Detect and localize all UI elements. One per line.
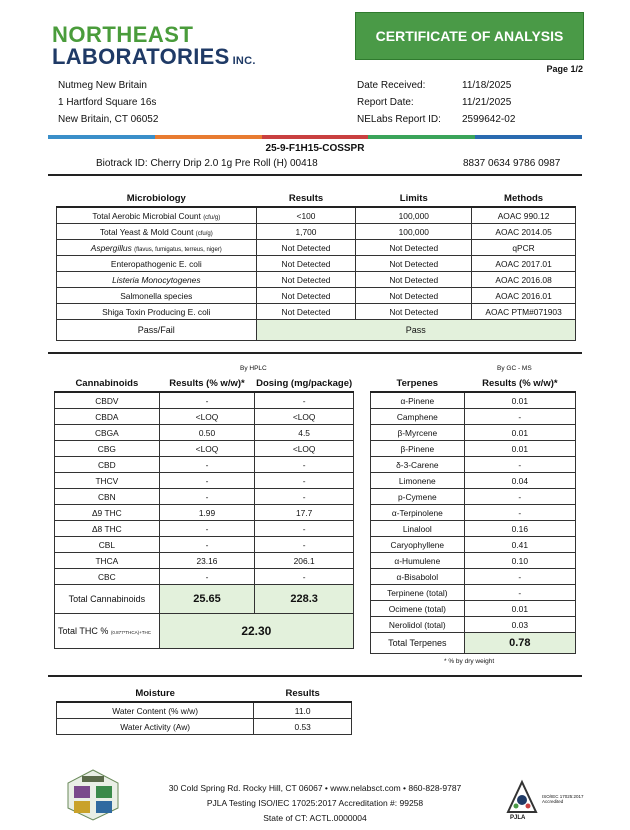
client-name: Nutmeg New Britain xyxy=(58,80,147,91)
cannabinoid-result: - xyxy=(159,569,255,585)
table-row xyxy=(371,569,576,585)
table-row xyxy=(371,489,576,505)
terpenes-table xyxy=(370,375,576,654)
total-terpenes-label: Total Terpenes xyxy=(371,633,465,654)
table-row xyxy=(55,489,354,505)
footer-accreditation: PJLA Testing ISO/IEC 17025:2017 Accreditation #: 99258 xyxy=(206,798,424,808)
passfail-value: Pass xyxy=(256,320,575,341)
terpene-name: α-Humulene xyxy=(371,553,465,569)
logo-inc: INC. xyxy=(232,55,256,67)
cannabinoid-result: - xyxy=(159,489,255,505)
cannabinoid-name: Δ8 THC xyxy=(55,521,160,537)
cannabinoid-result: <LOQ xyxy=(159,409,255,425)
cannabinoid-dosing: - xyxy=(255,537,354,553)
terpene-result: 0.01 xyxy=(464,425,575,441)
table-row xyxy=(55,392,354,409)
cannabinoid-result: - xyxy=(159,473,255,489)
table-row xyxy=(371,617,576,633)
report-id-label: NELabs Report ID: xyxy=(357,114,441,125)
test-result: Not Detected xyxy=(256,304,356,320)
results-header: Results xyxy=(256,191,356,207)
table-row xyxy=(55,457,354,473)
logo-laboratories-text: LABORATORIES xyxy=(52,44,230,69)
table-row xyxy=(57,719,352,735)
divider xyxy=(48,352,582,354)
test-result: Not Detected xyxy=(256,272,356,288)
terpene-result: - xyxy=(464,489,575,505)
test-method: AOAC 2014.05 xyxy=(472,224,576,240)
cannabinoid-dosing: - xyxy=(255,392,354,409)
cannabinoid-result: <LOQ xyxy=(159,441,255,457)
moisture-results-header: Results xyxy=(254,686,352,702)
cannabinoid-result: 23.16 xyxy=(159,553,255,569)
moisture-result: 11.0 xyxy=(254,702,352,719)
table-row xyxy=(371,553,576,569)
test-limit: Not Detected xyxy=(356,272,472,288)
terpene-name: Terpinene (total) xyxy=(371,585,465,601)
cannabinoid-name: CBDA xyxy=(55,409,160,425)
total-terpenes-value: 0.78 xyxy=(464,633,575,654)
table-row xyxy=(371,409,576,425)
table-row xyxy=(57,304,576,320)
terpene-name: Linalool xyxy=(371,521,465,537)
client-city: New Britain, CT 06052 xyxy=(58,114,159,125)
terpene-name: α-Bisabolol xyxy=(371,569,465,585)
stripe-segment xyxy=(48,135,155,139)
methods-header: Methods xyxy=(472,191,576,207)
table-row xyxy=(57,224,576,240)
report-date-value: 11/21/2025 xyxy=(462,97,512,108)
total-thc-value: 22.30 xyxy=(159,614,353,649)
microbiology-header-row xyxy=(57,191,576,207)
footer-contact: 30 Cold Spring Rd. Rocky Hill, CT 06067 • www.nelabsct.com • 860-828-9787 xyxy=(168,783,462,793)
terpene-name: β-Pinene xyxy=(371,441,465,457)
table-row xyxy=(55,521,354,537)
cannabinoid-dosing: 206.1 xyxy=(255,553,354,569)
cannabinoids-header: Cannabinoids xyxy=(55,375,160,392)
terpene-result: 0.03 xyxy=(464,617,575,633)
pjla-text: PJLA xyxy=(510,815,526,821)
table-row xyxy=(55,569,354,585)
terpene-result: 0.04 xyxy=(464,473,575,489)
table-row xyxy=(55,425,354,441)
cannabinoid-name: CBG xyxy=(55,441,160,457)
terpenes-header-row xyxy=(371,375,576,392)
cannabinoid-name: CBDV xyxy=(55,392,160,409)
dry-weight-note: * % by dry weight xyxy=(444,658,495,665)
test-name: Total Aerobic Microbial Count (cfu/g) xyxy=(57,207,257,224)
terpene-name: α-Terpinolene xyxy=(371,505,465,521)
test-result: Not Detected xyxy=(256,240,356,256)
table-row xyxy=(55,537,354,553)
terpene-result: 0.01 xyxy=(464,441,575,457)
test-method: AOAC 2016.01 xyxy=(472,288,576,304)
total-cannabinoids-label: Total Cannabinoids xyxy=(55,585,160,614)
table-row xyxy=(55,505,354,521)
test-name: Shiga Toxin Producing E. coli xyxy=(57,304,257,320)
sample-id: 25-9-F1H15-COSSPR xyxy=(265,143,365,154)
test-name: Enteropathogenic E. coli xyxy=(57,256,257,272)
terpene-result: 0.01 xyxy=(464,392,575,409)
moisture-result: 0.53 xyxy=(254,719,352,735)
table-row xyxy=(371,585,576,601)
table-row xyxy=(57,272,576,288)
table-row xyxy=(371,537,576,553)
cannabinoid-result: - xyxy=(159,521,255,537)
table-row xyxy=(57,240,576,256)
terpene-result: 0.16 xyxy=(464,521,575,537)
moisture-name: Water Content (% w/w) xyxy=(57,702,254,719)
cannabinoid-name: CBN xyxy=(55,489,160,505)
gcms-note: By GC - MS xyxy=(497,365,532,372)
table-row xyxy=(57,288,576,304)
terpene-result: 0.41 xyxy=(464,537,575,553)
total-cannabinoids-dosing: 228.3 xyxy=(255,585,354,614)
total-thc-row xyxy=(55,614,354,649)
cannabinoids-table xyxy=(54,375,354,649)
cannabinoid-dosing: - xyxy=(255,489,354,505)
cannabinoid-name: CBD xyxy=(55,457,160,473)
biotrack-id: Biotrack ID: Cherry Drip 2.0 1g Pre Roll (H) 00418 xyxy=(96,158,318,169)
cannabinoid-dosing: 4.5 xyxy=(255,425,354,441)
test-result: <100 xyxy=(256,207,356,224)
table-row xyxy=(371,392,576,409)
limits-header: Limits xyxy=(356,191,472,207)
date-received-value: 11/18/2025 xyxy=(462,80,512,91)
moisture-header: Moisture xyxy=(57,686,254,702)
microbiology-header: Microbiology xyxy=(57,191,257,207)
test-name: Salmonella species xyxy=(57,288,257,304)
moisture-header-row xyxy=(57,686,352,702)
cannabinoid-name: Δ9 THC xyxy=(55,505,160,521)
test-limit: 100,000 xyxy=(356,224,472,240)
passfail-label: Pass/Fail xyxy=(57,320,257,341)
terpene-result: 0.01 xyxy=(464,601,575,617)
terpene-result: - xyxy=(464,409,575,425)
page-number: Page 1/2 xyxy=(546,64,583,74)
table-row xyxy=(57,256,576,272)
terpene-result: - xyxy=(464,505,575,521)
moisture-table xyxy=(56,686,352,735)
cannabinoid-name: CBC xyxy=(55,569,160,585)
terpene-result: 0.10 xyxy=(464,553,575,569)
test-limit: Not Detected xyxy=(356,288,472,304)
cannabinoid-result: 0.50 xyxy=(159,425,255,441)
terpene-results-header: Results (% w/w)* xyxy=(464,375,575,392)
test-result: 1,700 xyxy=(256,224,356,240)
cannabinoid-dosing: <LOQ xyxy=(255,441,354,457)
test-limit: 100,000 xyxy=(356,207,472,224)
total-terpenes-row xyxy=(371,633,576,654)
test-method: AOAC 2016.08 xyxy=(472,272,576,288)
logo-laboratories xyxy=(52,44,256,70)
test-method: qPCR xyxy=(472,240,576,256)
table-row xyxy=(371,457,576,473)
hplc-note: By HPLC xyxy=(240,365,267,372)
footer-state-license: State of CT: ACTL.0000004 xyxy=(263,813,367,823)
total-cannabinoids-result: 25.65 xyxy=(159,585,255,614)
cannabinoid-dosing: <LOQ xyxy=(255,409,354,425)
barcode-number: 8837 0634 9786 0987 xyxy=(463,158,561,169)
cannabinoids-header-row xyxy=(55,375,354,392)
iso-accredited-text: ISO/IEC 17025:2017 Accredited xyxy=(542,794,584,805)
cannabinoid-dosing: - xyxy=(255,473,354,489)
table-row xyxy=(371,425,576,441)
test-limit: Not Detected xyxy=(356,256,472,272)
test-result: Not Detected xyxy=(256,256,356,272)
test-limit: Not Detected xyxy=(356,304,472,320)
terpene-name: p-Cymene xyxy=(371,489,465,505)
date-received-label: Date Received: xyxy=(357,80,426,91)
moisture-name: Water Activity (Aw) xyxy=(57,719,254,735)
cannabinoid-name: CBL xyxy=(55,537,160,553)
table-row xyxy=(55,409,354,425)
client-street: 1 Hartford Square 16s xyxy=(58,97,157,108)
terpene-name: Caryophyllene xyxy=(371,537,465,553)
color-stripe xyxy=(48,135,582,139)
divider xyxy=(48,174,582,176)
table-row xyxy=(55,473,354,489)
stripe-segment xyxy=(262,135,369,139)
table-row xyxy=(55,441,354,457)
report-date-label: Report Date: xyxy=(357,97,414,108)
cannabinoid-name: THCA xyxy=(55,553,160,569)
dosing-header: Dosing (mg/package) xyxy=(255,375,354,392)
cannabinoid-results-header: Results (% w/w)* xyxy=(159,375,255,392)
table-row xyxy=(55,553,354,569)
cannabinoid-name: THCV xyxy=(55,473,160,489)
terpene-name: β-Myrcene xyxy=(371,425,465,441)
cannabinoid-name: CBGA xyxy=(55,425,160,441)
test-limit: Not Detected xyxy=(356,240,472,256)
cannabinoid-dosing: - xyxy=(255,569,354,585)
cannabinoid-dosing: - xyxy=(255,521,354,537)
terpene-name: Camphene xyxy=(371,409,465,425)
table-row xyxy=(57,207,576,224)
certificate-banner: CERTIFICATE OF ANALYSIS xyxy=(355,12,584,60)
report-id-value: 2599642-02 xyxy=(462,114,516,125)
test-name: Total Yeast & Mold Count (cfu/g) xyxy=(57,224,257,240)
test-name: Listeria Monocytogenes xyxy=(57,272,257,288)
stripe-segment xyxy=(475,135,582,139)
table-row xyxy=(371,505,576,521)
table-row xyxy=(57,702,352,719)
cannabinoid-dosing: 17.7 xyxy=(255,505,354,521)
terpene-result: - xyxy=(464,457,575,473)
pjla-logo xyxy=(506,778,586,824)
terpene-name: δ-3-Carene xyxy=(371,457,465,473)
total-cannabinoids-row xyxy=(55,585,354,614)
passfail-row xyxy=(57,320,576,341)
terpenes-header: Terpenes xyxy=(371,375,465,392)
terpene-result: - xyxy=(464,585,575,601)
terpene-name: Nerolidol (total) xyxy=(371,617,465,633)
terpene-name: Limonene xyxy=(371,473,465,489)
cannabinoid-result: - xyxy=(159,537,255,553)
terpene-name: α-Pinene xyxy=(371,392,465,409)
logo-northeast: NORTHEAST xyxy=(52,22,194,47)
total-thc-label: Total THC % (0.877*THCA)+THC xyxy=(55,614,160,649)
cannabinoid-result: - xyxy=(159,392,255,409)
test-method: AOAC 2017.01 xyxy=(472,256,576,272)
table-row xyxy=(371,601,576,617)
test-result: Not Detected xyxy=(256,288,356,304)
test-method: AOAC PTM#071903 xyxy=(472,304,576,320)
cannabinoid-result: 1.99 xyxy=(159,505,255,521)
cannabinoid-result: - xyxy=(159,457,255,473)
table-row xyxy=(371,521,576,537)
table-row xyxy=(371,441,576,457)
cannabinoid-dosing: - xyxy=(255,457,354,473)
test-method: AOAC 990.12 xyxy=(472,207,576,224)
test-name: Aspergillus (flavus, fumigatus, terreus, niger) xyxy=(57,240,257,256)
stripe-segment xyxy=(368,135,475,139)
microbiology-table xyxy=(56,191,576,341)
stripe-segment xyxy=(155,135,262,139)
table-row xyxy=(371,473,576,489)
divider xyxy=(48,675,582,677)
terpene-result: - xyxy=(464,569,575,585)
terpene-name: Ocimene (total) xyxy=(371,601,465,617)
